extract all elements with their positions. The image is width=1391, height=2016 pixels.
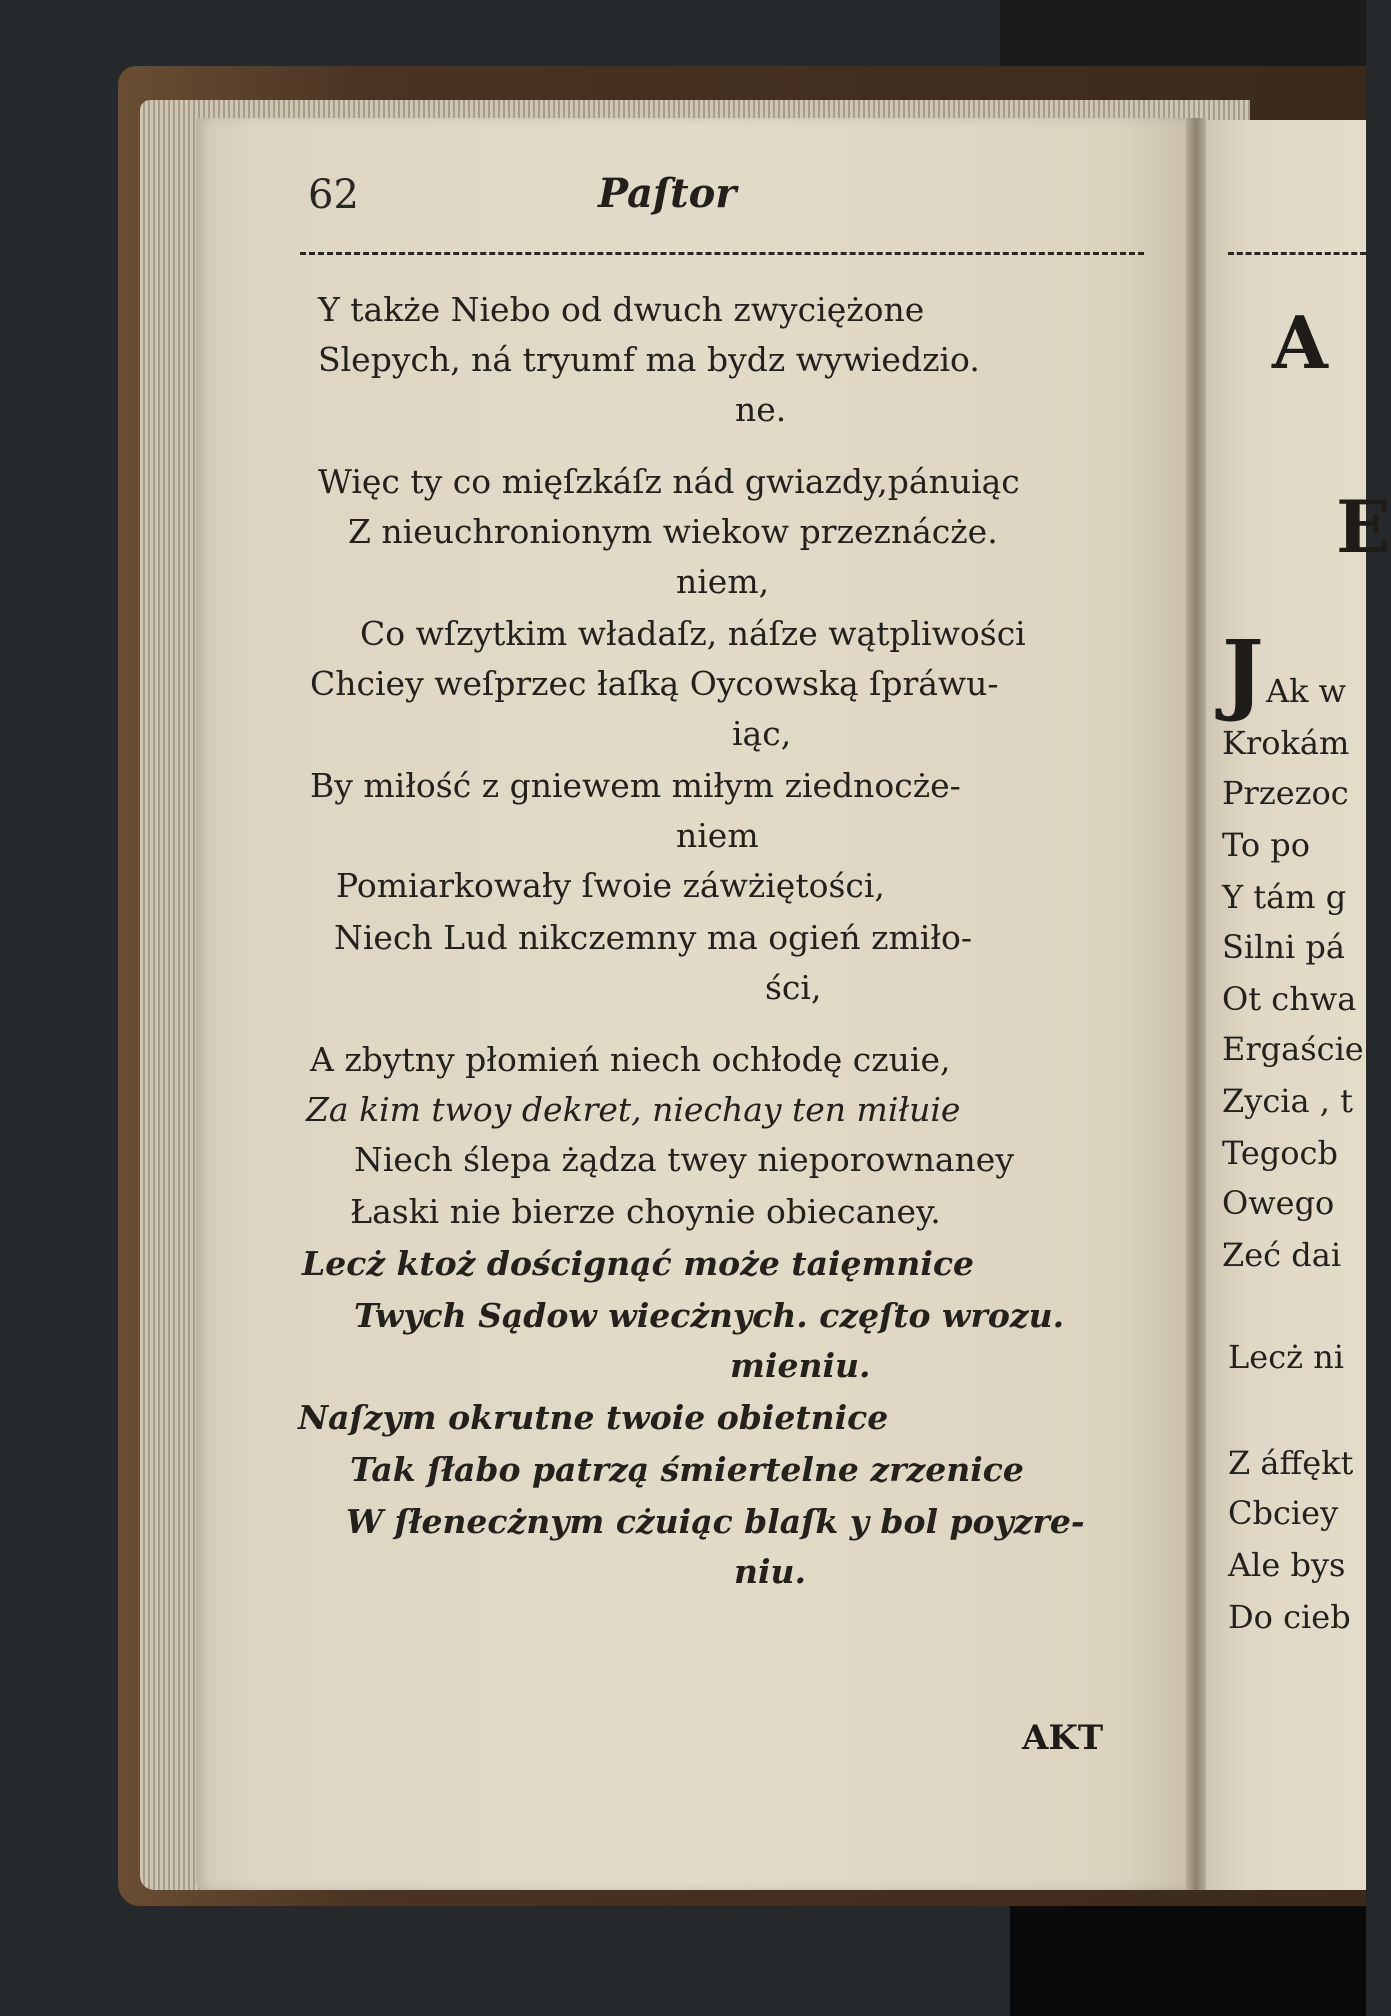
right-page-line: Owego (1222, 1184, 1335, 1222)
text-line: Z nieuchronionym wiekow przeznácże. (348, 512, 998, 551)
right-page-large-letter: A (1272, 300, 1328, 385)
right-page-line: Zeć dai (1222, 1236, 1342, 1274)
catchword: AKT (1022, 1718, 1104, 1758)
running-title: Paſtor (598, 170, 737, 217)
text-line: W ſłenecżnym cżuiąc blaſk y bol poyzre- (346, 1502, 1085, 1541)
right-page-line: Krokám (1222, 724, 1350, 762)
text-line: ne. (735, 390, 787, 429)
right-page-line: Ot chwa (1222, 980, 1357, 1018)
text-line: mieniu. (730, 1346, 871, 1385)
right-page-line: Silni pá (1222, 928, 1345, 966)
text-line: Więc ty co mięſzkáſz nád gwiazdy,pánuiąc (318, 462, 1020, 501)
page-header (300, 168, 1150, 228)
text-line: Slepych, ná tryumf ma bydz wywiedzio. (318, 340, 980, 379)
right-page-line: Z áffękt (1228, 1444, 1354, 1482)
right-page-line: Tegocb (1222, 1134, 1338, 1172)
text-line: Pomiarkowały ſwoie záwżiętości, (336, 866, 885, 905)
text-line: Tak ſłabo patrzą śmiertelne zrzenice (350, 1450, 1024, 1489)
right-page-line: Ergaście (1222, 1030, 1364, 1068)
right-page-line: Ale bys (1228, 1546, 1346, 1584)
text-line: Twych Sądow wiecżnych. częſto wrozu. (354, 1296, 1065, 1335)
text-line: niem (676, 816, 759, 855)
right-page-large-letter: E (1336, 484, 1391, 569)
right-page-line: Cbciey (1228, 1494, 1339, 1532)
text-line: Chciey weſprzec łaſką Oycowską ſpráwu- (310, 664, 999, 703)
left-page (196, 118, 1196, 1890)
text-line: Co wſzytkim władaſz, náſze wątpliwości (360, 614, 1026, 653)
text-line: Łaski nie bierze choynie obiecaney. (350, 1192, 941, 1231)
text-line: iąc, (732, 714, 792, 753)
right-page-initial: J (1222, 620, 1264, 724)
right-page-line: Lecż ni (1228, 1338, 1344, 1376)
text-line: niem, (676, 562, 770, 601)
right-page-line: Y tám g (1222, 878, 1347, 916)
right-page-rule (1228, 252, 1366, 255)
text-line: Niech ślepa żądza twey nieporownaney (354, 1140, 1014, 1179)
text-line: Y także Niebo od dwuch zwyciężone (318, 290, 925, 329)
right-page-line: Ak w (1266, 672, 1347, 710)
right-page-line: Do cieb (1228, 1598, 1351, 1636)
right-page-line: Zycia , t (1222, 1082, 1353, 1120)
text-line: A zbytny płomień niech ochłodę czuie, (310, 1040, 951, 1079)
header-rule (300, 252, 1144, 255)
right-page-line: Przezoc (1222, 774, 1349, 812)
book-gutter (1186, 118, 1206, 1890)
right-page-line: To po (1222, 826, 1311, 864)
text-line: ści, (765, 968, 822, 1007)
page-number: 62 (308, 172, 359, 218)
text-line: niu. (734, 1552, 807, 1591)
text-line: Naſzym okrutne twoie obietnice (298, 1398, 889, 1437)
text-line: By miłość z gniewem miłym ziednocże- (310, 766, 961, 805)
text-line: Za kim twoy dekret, niechay ten miłuie (306, 1090, 961, 1129)
text-line: Lecż ktoż doścignąć może taięmnice (302, 1244, 975, 1283)
text-line: Niech Lud nikczemny ma ogień zmiło- (334, 918, 973, 957)
